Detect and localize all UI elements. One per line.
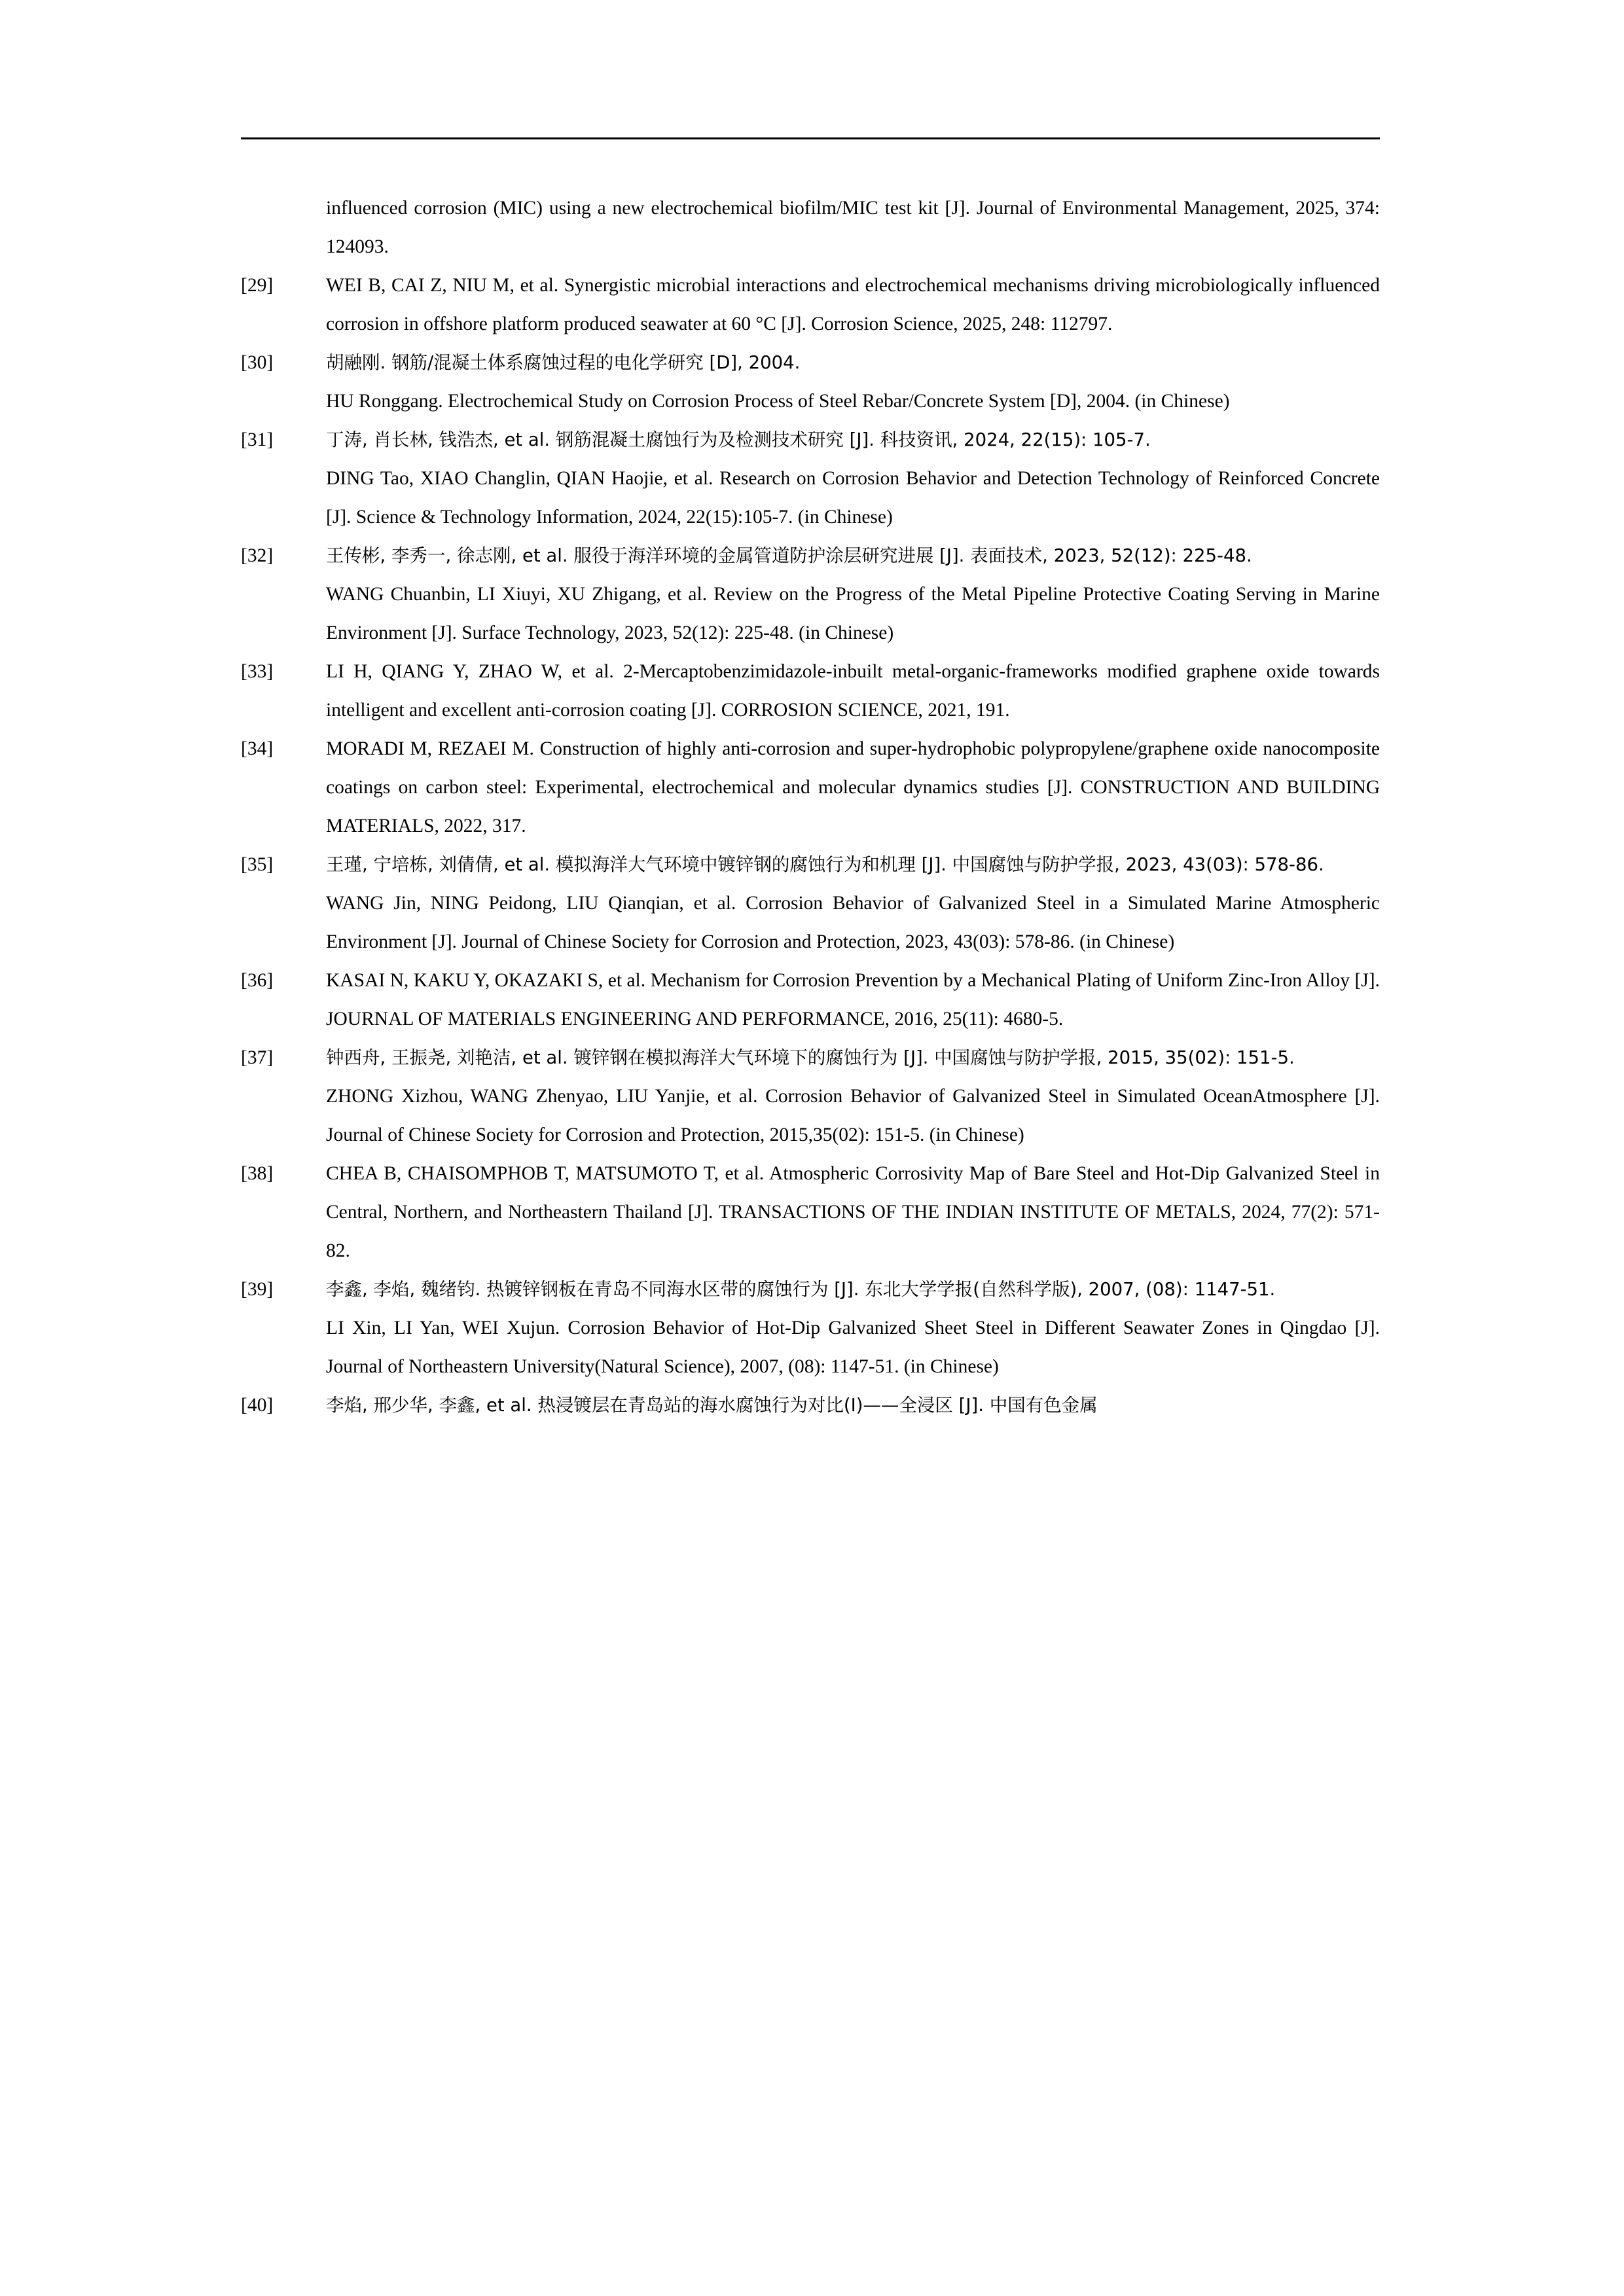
entry-text-en: DING Tao, XIAO Changlin, QIAN Haojie, et al. Research on Corrosion Behavior and Detection Technology of Reinforced Concrete [J]. Science & Technology Information, 2024, 22(15):105-7. (in Chinese) [326, 468, 1380, 528]
reference-entry-30 [241, 344, 1380, 421]
entry-text: KASAI N, KAKU Y, OKAZAKI S, et al. Mechanism for Corrosion Prevention by a Mechanical Plating of Uniform Zinc-Iron Alloy [J]. JOURNAL OF MATERIALS ENGINEERING AND PERFORMANCE, 2016, 25(11): 4680-5. [326, 970, 1380, 1030]
entry-number: [34] [241, 738, 274, 759]
header-rule [241, 137, 1380, 139]
reference-list [241, 137, 1380, 1425]
entry-number: [29] [241, 275, 274, 296]
entry-number: [31] [241, 429, 274, 450]
entry-text: LI H, QIANG Y, ZHAO W, et al. 2-Mercaptobenzimidazole-inbuilt metal-organic-frameworks modified graphene oxide towards intelligent and excellent anti-corrosion coating [J]. CORROSION SCIENCE, 2021, 191. [326, 661, 1380, 721]
entry-text: WEI B, CAI Z, NIU M, et al. Synergistic microbial interactions and electrochemical mechanisms driving microbiologically influenced corrosion in offshore platform produced seawater at 60 °C [J]. Corrosion Science, 2025, 248: 112797. [326, 275, 1380, 334]
reference-entry-37 [241, 1039, 1380, 1155]
entry-number: [30] [241, 352, 274, 373]
entry-text-cn: 钟西舟, 王振尧, 刘艳洁, et al. 镀锌钢在模拟海洋大气环境下的腐蚀行为 [J]. 中国腐蚀与防护学报, 2015, 35(02): 151-5. [326, 1047, 1295, 1068]
entry-text-cn: 王传彬, 李秀一, 徐志刚, et al. 服役于海洋环境的金属管道防护涂层研究进展 [J]. 表面技术, 2023, 52(12): 225-48. [326, 545, 1252, 566]
entry-number: [37] [241, 1047, 274, 1068]
reference-entry-34 [241, 730, 1380, 846]
reference-entry-33 [241, 653, 1380, 730]
entry-text-en: HU Ronggang. Electrochemical Study on Corrosion Process of Steel Rebar/Concrete System [D], 2004. (in Chinese) [326, 391, 1230, 412]
entry-text-cn: 李鑫, 李焰, 魏绪钧. 热镀锌钢板在青岛不同海水区带的腐蚀行为 [J]. 东北大学学报(自然科学版), 2007, (08): 1147-51. [326, 1279, 1276, 1300]
reference-entry-32 [241, 537, 1380, 653]
reference-entry-38 [241, 1155, 1380, 1270]
entry-text-cn: 王瑾, 宁培栋, 刘倩倩, et al. 模拟海洋大气环境中镀锌钢的腐蚀行为和机理 [J]. 中国腐蚀与防护学报, 2023, 43(03): 578-86. [326, 854, 1324, 875]
entry-text: MORADI M, REZAEI M. Construction of highly anti-corrosion and super-hydrophobic polypropylene/graphene oxide nanocomposite coatings on carbon steel: Experimental, electrochemical and molecular dynamics studies [J]. CONSTRUCTION AND BUILDING MATERIALS, 2022, 317. [326, 738, 1380, 836]
entry-number: [38] [241, 1163, 274, 1184]
entry-number: [40] [241, 1395, 274, 1416]
entry-number: [33] [241, 661, 274, 682]
entry-number: [35] [241, 854, 274, 875]
entry-text-cn: 丁涛, 肖长林, 钱浩杰, et al. 钢筋混凝土腐蚀行为及检测技术研究 [J]. 科技资讯, 2024, 22(15): 105-7. [326, 429, 1151, 450]
entry-text-en: WANG Jin, NING Peidong, LIU Qianqian, et al. Corrosion Behavior of Galvanized Steel in a Simulated Marine Atmospheric Environment [J]. Journal of Chinese Society for Corrosion and Protection, 2023, 43(03): 578-86. (in Chinese) [326, 893, 1380, 952]
entry-text: CHEA B, CHAISOMPHOB T, MATSUMOTO T, et al. Atmospheric Corrosivity Map of Bare Steel and Hot-Dip Galvanized Steel in Central, Northern, and Northeastern Thailand [J]. TRANSACTIONS OF THE INDIAN INSTITUTE OF METALS, 2024, 77(2): 571-82. [326, 1163, 1380, 1261]
reference-entry-29 [241, 266, 1380, 344]
reference-entry-39 [241, 1270, 1380, 1386]
entry-text: influenced corrosion (MIC) using a new electrochemical biofilm/MIC test kit [J]. Journal of Environmental Management, 2025, 374: 124093. [326, 198, 1380, 257]
reference-entry-40 [241, 1386, 1380, 1425]
reference-entry-36 [241, 961, 1380, 1039]
entry-text-en: ZHONG Xizhou, WANG Zhenyao, LIU Yanjie, et al. Corrosion Behavior of Galvanized Steel in Simulated OceanAtmosphere [J]. Journal of Chinese Society for Corrosion and Protection, 2015,35(02): 151-5. (in Chinese) [326, 1086, 1380, 1145]
entry-number: [36] [241, 970, 274, 991]
entry-text-cn: 胡融刚. 钢筋/混凝土体系腐蚀过程的电化学研究 [D], 2004. [326, 352, 801, 373]
entry-number: [39] [241, 1279, 274, 1300]
entry-text-en: LI Xin, LI Yan, WEI Xujun. Corrosion Behavior of Hot-Dip Galvanized Sheet Steel in Different Seawater Zones in Qingdao [J]. Journal of Northeastern University(Natural Science), 2007, (08): 1147-51. (in Chinese) [326, 1318, 1380, 1377]
entry-number: [32] [241, 545, 274, 566]
reference-entry-31 [241, 421, 1380, 537]
reference-entry-35 [241, 846, 1380, 961]
continued-entry [241, 189, 1380, 266]
entry-text-cn: 李焰, 邢少华, 李鑫, et al. 热浸镀层在青岛站的海水腐蚀行为对比(Ⅰ)——全浸区 [J]. 中国有色金属 [326, 1395, 1098, 1416]
entry-text-en: WANG Chuanbin, LI Xiuyi, XU Zhigang, et al. Review on the Progress of the Metal Pipeline Protective Coating Serving in Marine Environment [J]. Surface Technology, 2023, 52(12): 225-48. (in Chinese) [326, 584, 1380, 643]
